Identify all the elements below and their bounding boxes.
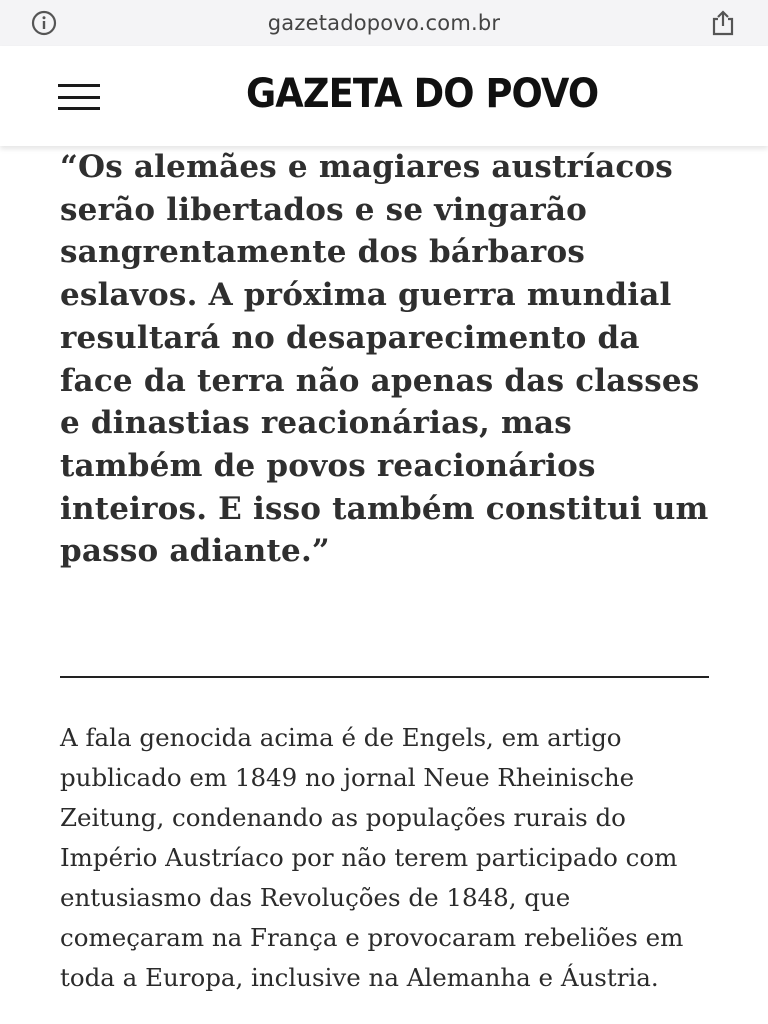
site-header — [0, 46, 768, 146]
browser-url-bar[interactable] — [0, 0, 768, 46]
share-icon[interactable] — [708, 8, 738, 38]
hamburger-menu-icon[interactable] — [58, 84, 102, 110]
url-text[interactable]: gazetadopovo.com.br — [267, 11, 501, 35]
article-paragraph: A fala genocida acima é de Engels, em artigo publicado em 1849 no jornal Neue Rheinische Zeitung, condenando as populações rurais do Império Austríaco por não terem participado com entusiasmo das Revoluções de 1848, que começaram na França e provocaram rebeliões em toda a Europa, inclusive na Alemanha e Áustria. — [60, 723, 684, 992]
site-logo[interactable]: GAZETA DO POVO — [246, 71, 599, 117]
info-icon[interactable] — [28, 9, 60, 37]
section-divider — [60, 676, 709, 678]
article-content — [60, 146, 720, 573]
article-quote: “Os alemães e magiares austríacos serão libertados e se vingarão sangrentamente dos bárbaros eslavos. A próxima guerra mundial resultará no desaparecimento da face da terra não apenas das classes e dinastias reacionárias, mas também de povos reacionários inteiros. E isso também constitui um passo adiante.” — [60, 149, 709, 570]
